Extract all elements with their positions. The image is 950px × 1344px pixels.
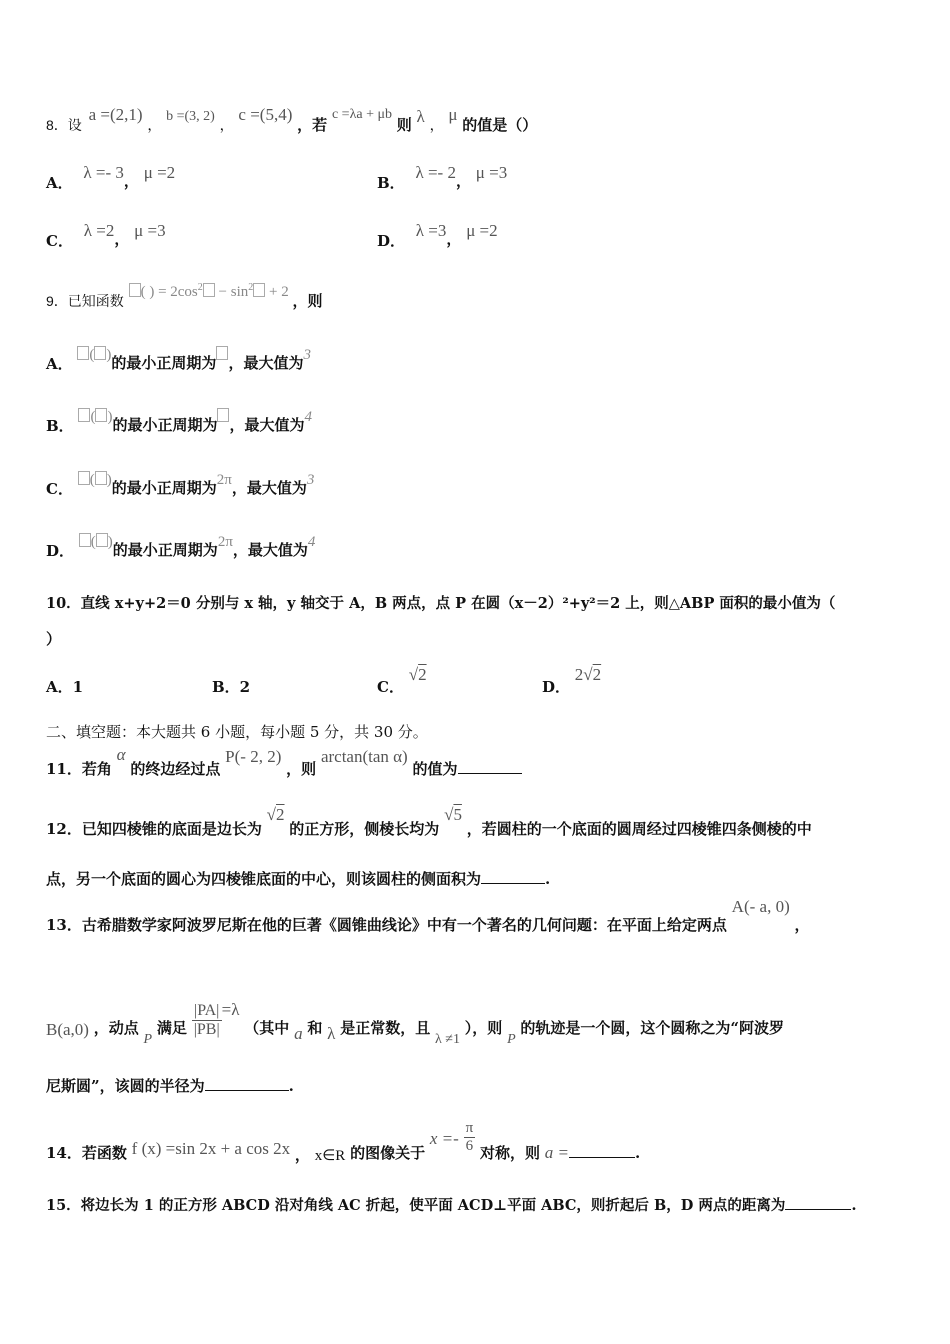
option-mu: μ =3 <box>475 163 508 182</box>
option-max: 3 <box>306 472 315 488</box>
period-placeholder <box>216 346 228 360</box>
fx-symbol: ( ) <box>78 409 112 425</box>
pi-over-6: $\frac{\pi}{6}$ <box>465 1120 474 1154</box>
option-label: D． <box>377 232 406 250</box>
q8-stem: 8．设 a =(2,1) ， b =(3, 2) ， c =(5,4) ，若 c =λa + μb 则 λ ， μ 的值是（） <box>46 105 538 134</box>
q8-then: 则 <box>396 116 412 134</box>
q10-option-b: B．2 <box>212 678 251 696</box>
q9-option-c: C． ( )的最小正周期为2π，最大值为3 <box>46 472 315 498</box>
q13-stem-line3: 尼斯圆”，该圆的半径为 . <box>46 1077 294 1095</box>
option-label: C． <box>377 678 404 696</box>
q11-point: P(- 2, 2) <box>225 747 282 766</box>
q13-stem-line2: B(a,0) ，动点 P 满足 $\frac{|PA|}{|PB|}$ =λ （其中 a 和 λ 是正常数，且 λ ≠1 ），则 P 的轨迹是一个圆，这个圆称之为“阿波罗 <box>46 999 785 1047</box>
q11-number: 11．若角 <box>46 760 112 778</box>
section-heading: 二、填空题：本大题共 6 小题，每小题 5 分，共 30 分。 <box>46 723 428 741</box>
option-mu: μ =2 <box>466 221 498 240</box>
q10-option-c <box>377 664 427 696</box>
q12-stem-line2: 点，另一个底面的圆心为四棱锥底面的中心，则该圆柱的侧面积为 . <box>46 870 551 888</box>
ratio-fraction: $\frac{|PA|}{|PB|}$ <box>193 1002 220 1038</box>
q11-expression: arctan(tan α) <box>320 747 408 766</box>
q9-number: 9．已知函数 <box>46 293 124 309</box>
option-label: D． <box>46 542 75 560</box>
q8-vector-b: b =(3, 2) <box>166 109 215 124</box>
option-label: B． <box>46 417 74 435</box>
q15-stem: 15．将边长为 1 的正方形 ABCD 沿对角线 AC 折起，使平面 ACD⊥平面 ABC，则折起后 B，D 两点的距离为 . <box>46 1196 857 1214</box>
q8-option-a: A． λ =- 3， μ =2 <box>46 163 176 192</box>
q9-formula: ( ) = $2\cos^2 - \sin^2 + 2$ <box>129 284 293 300</box>
option-label: A． <box>46 355 73 373</box>
fx-symbol: ( ) <box>77 347 111 363</box>
q14-stem: 14．若函数 f (x) =sin 2x + a cos 2x ， x∈R 的图像关于 x =- $\frac{\pi}{6}$ 对称，则 a = . <box>46 1120 641 1164</box>
option-label: C． <box>46 232 73 250</box>
q8-option-b: B． λ =- 2， μ =3 <box>377 163 508 192</box>
fx-symbol: ( ) <box>79 534 113 550</box>
q10-option-d <box>542 664 602 696</box>
q9-option-d: D． ( )的最小正周期为2π，最大值为4 <box>46 534 316 560</box>
q11-alpha: α <box>116 745 126 764</box>
q14-answer-blank[interactable] <box>569 1143 635 1158</box>
fx-symbol: ( ) <box>78 472 112 488</box>
option-lambda: λ =- 3 <box>83 163 124 182</box>
q9-tail: ，则 <box>292 292 323 310</box>
option-lambda: λ =- 2 <box>415 163 456 182</box>
sqrt-5: √5 <box>444 805 462 824</box>
q8-lambda: λ <box>416 107 425 126</box>
option-period: 2π <box>217 534 233 550</box>
option-label: B． <box>377 174 405 192</box>
option-label: C． <box>46 480 73 498</box>
q8-vector-c: c =(5,4) <box>238 105 293 124</box>
q8-vector-a: a =(2,1) <box>88 105 143 124</box>
option-lambda: λ =2 <box>83 221 115 240</box>
q14-function: f (x) =sin 2x + a cos 2x <box>131 1138 291 1158</box>
sqrt-value: 2√2 <box>574 665 602 684</box>
point-B: B(a,0) <box>46 1019 89 1039</box>
option-label: D． <box>542 678 571 696</box>
option-max: 4 <box>307 534 316 550</box>
q12-stem-line1: 12．已知四棱锥的底面是边长为 √2 的正方形，侧棱长均为 √5 ，若圆柱的一个底面的圆周经过四棱锥四条侧棱的中 <box>46 805 812 838</box>
q8-number: 8．设 <box>46 117 82 133</box>
option-max: 3 <box>303 347 311 363</box>
q10-stem-line1: 10．直线 x+y+2＝0 分别与 x 轴，y 轴交于 A，B 两点，点 P 在圆（x－2）²+y²＝2 上，则△ABP 面积的最小值为（ <box>46 595 836 612</box>
q9-option-b: B． ( )的最小正周期为 ，最大值为4 <box>46 409 312 435</box>
q8-if: ，若 <box>297 116 328 134</box>
q8-tail: 的值是（） <box>462 116 538 134</box>
option-max: 4 <box>304 409 312 425</box>
q9-stem <box>46 280 323 310</box>
q10-stem-line2: ） <box>46 630 62 648</box>
q15-answer-blank[interactable] <box>785 1195 851 1210</box>
option-period: 2π <box>216 472 232 488</box>
q8-combination: c =λa + μb <box>331 107 392 122</box>
q13-stem-line1: 13．古希腊数学家阿波罗尼斯在他的巨著《圆锥曲线论》中有一个著名的几何问题：在平面上给定两点 A(- a, 0) ， <box>46 897 810 934</box>
point-A: A(- a, 0) <box>731 897 790 916</box>
sqrt-2: √2 <box>266 805 285 824</box>
q13-answer-blank[interactable] <box>205 1076 289 1091</box>
option-label: A． <box>46 174 73 192</box>
q9-option-a: A． ( )的最小正周期为 ，最大值为3 <box>46 347 311 373</box>
option-mu: μ =3 <box>134 221 166 240</box>
q8-option-d: D． λ =3， μ =2 <box>377 221 498 250</box>
q8-option-c: C． λ =2， μ =3 <box>46 221 166 250</box>
q10-option-a: A．1 <box>46 678 84 696</box>
option-lambda: λ =3 <box>415 221 447 240</box>
q14-domain: x∈R <box>314 1147 346 1164</box>
q11-answer-blank[interactable] <box>458 759 522 774</box>
q12-answer-blank[interactable] <box>481 869 545 884</box>
option-mu: μ =2 <box>143 163 176 182</box>
q11-stem: 11．若角 α 的终边经过点 P(- 2, 2) ，则 arctan(tan α) 的值为 <box>46 744 522 765</box>
period-placeholder <box>217 408 229 422</box>
sqrt-value: √2 <box>408 665 427 684</box>
q8-mu: μ <box>448 105 458 124</box>
